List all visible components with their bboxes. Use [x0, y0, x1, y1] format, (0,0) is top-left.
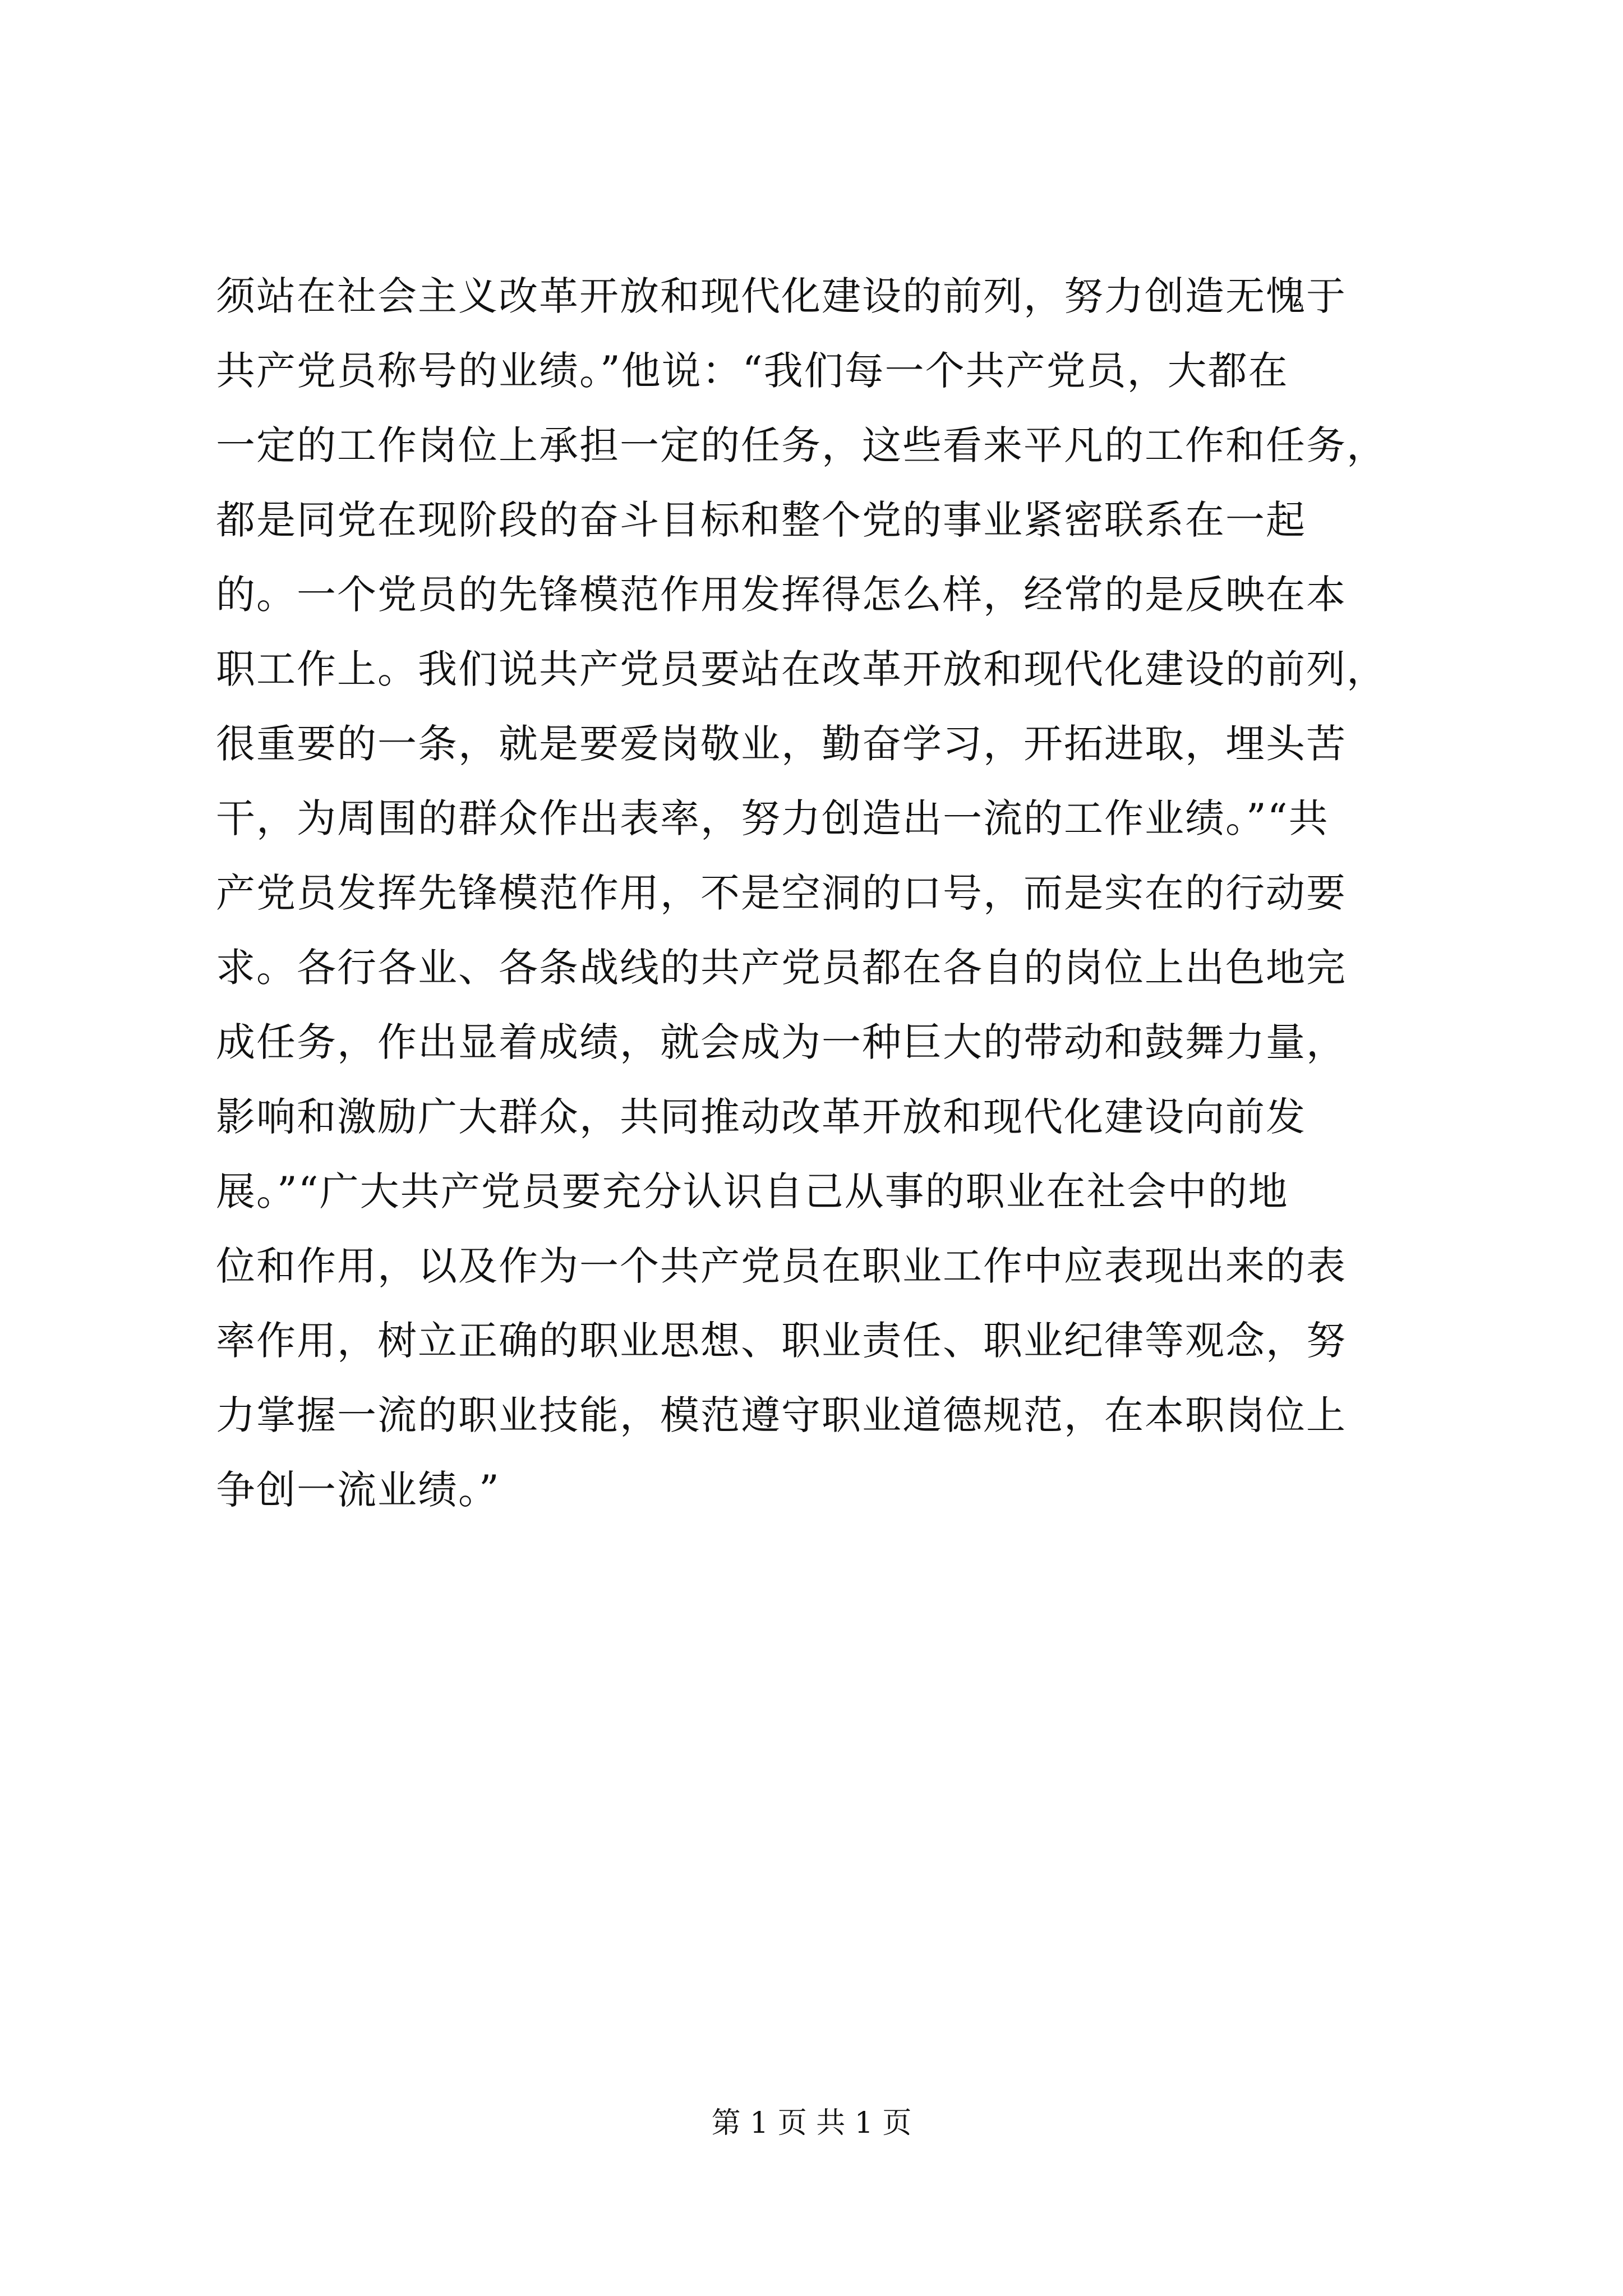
page-number: 第 1 页 共 1 页 [711, 2106, 912, 2140]
text-line: 的。一个党员的先锋模范作用发挥得怎么样，经常的是反映在本 [216, 572, 1347, 618]
text-line: 很重要的一条，就是要爱岗敬业，勤奋学习，开拓进取，埋头苦 [216, 721, 1347, 767]
page-footer [0, 2101, 1623, 2146]
text-line: 影响和激励广大群众，共同推动改革开放和现代化建设向前发 [216, 1094, 1306, 1140]
text-line: 共产党员称号的业绩。”他说：“我们每一个共产党员，大都在 [216, 348, 1289, 394]
text-line: 位和作用，以及作为一个共产党员在职业工作中应表现出来的表 [216, 1243, 1347, 1289]
text-line: 力掌握一流的职业技能，模范遵守职业道德规范，在本职岗位上 [216, 1392, 1347, 1438]
text-line: 成任务，作出显着成绩，就会成为一种巨大的带动和鼓舞力量， [216, 1019, 1347, 1065]
text-line: 争创一流业绩。” [216, 1467, 500, 1513]
text-line: 求。各行各业、各条战线的共产党员都在各自的岗位上出色地完 [216, 945, 1347, 991]
text-line: 展。”“广大共产党员要充分认识自己从事的职业在社会中的地 [216, 1168, 1289, 1214]
text-line: 率作用，树立正确的职业思想、职业责任、职业纪律等观念，努 [216, 1318, 1347, 1364]
text-line: 须站在社会主义改革开放和现代化建设的前列，努力创造无愧于 [216, 273, 1347, 319]
text-line: 都是同党在现阶段的奋斗目标和整个党的事业紧密联系在一起 [216, 497, 1306, 543]
text-line: 职工作上。我们说共产党员要站在改革开放和现代化建设的前列， [216, 646, 1387, 692]
body-text [216, 259, 1483, 1527]
text-line: 干，为周围的群众作出表率，努力创造出一流的工作业绩。”“共 [216, 795, 1329, 841]
text-line: 一定的工作岗位上承担一定的任务，这些看来平凡的工作和任务， [216, 422, 1387, 468]
text-line: 产党员发挥先锋模范作用，不是空洞的口号，而是实在的行动要 [216, 870, 1347, 916]
